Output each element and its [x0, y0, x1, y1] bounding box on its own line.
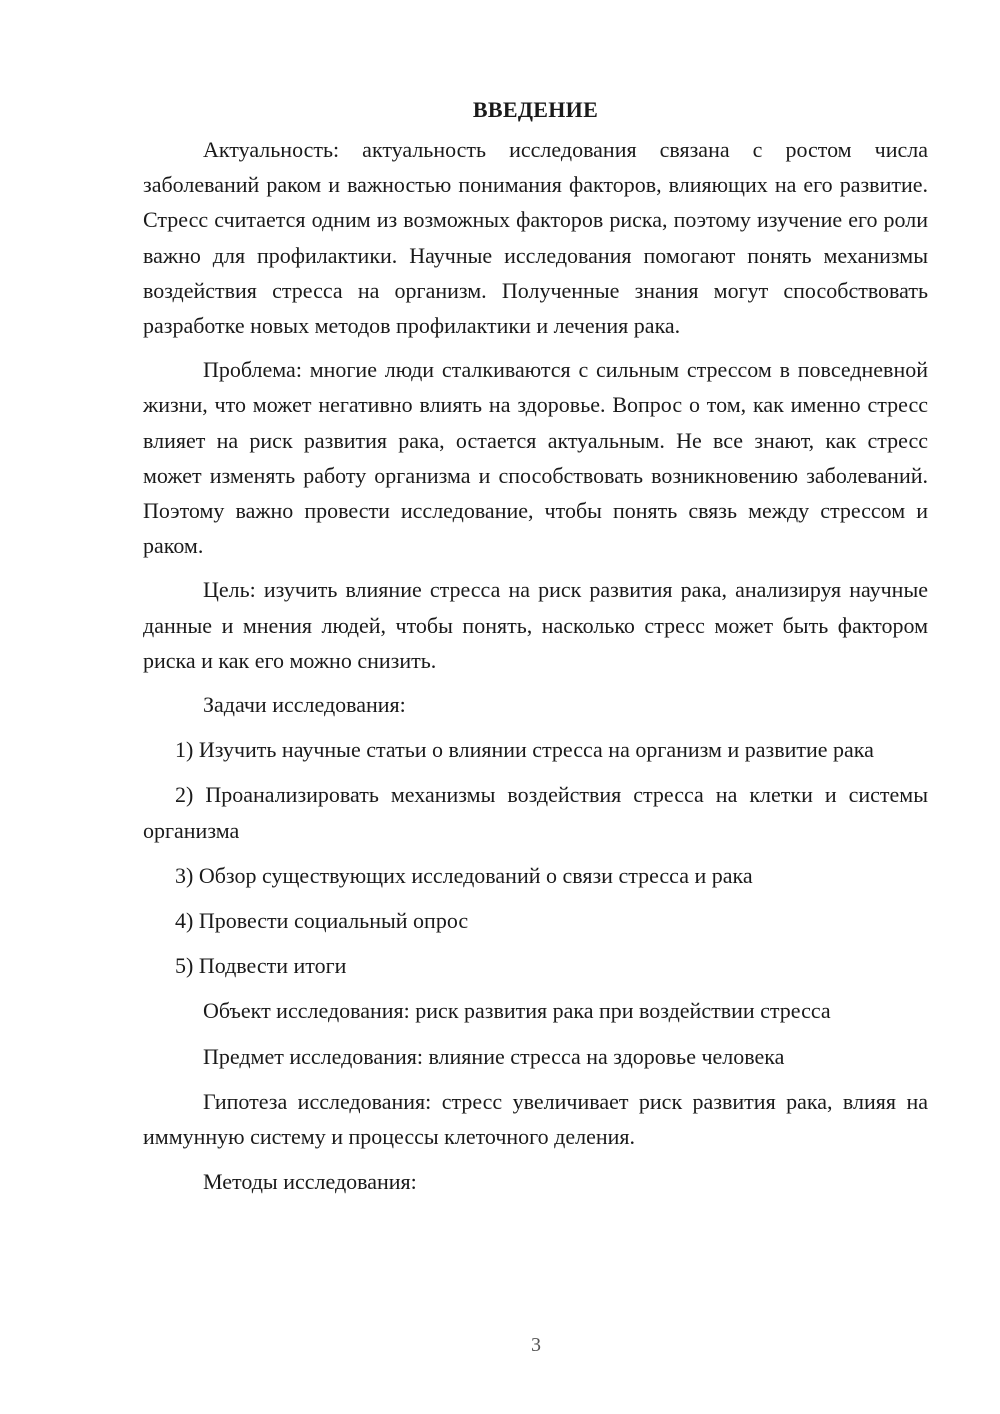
- research-subject: Предмет исследования: влияние стресса на здоровье человека: [203, 1043, 785, 1069]
- page-number: 3: [531, 1334, 541, 1356]
- page-title: ВВЕДЕНИЕ: [472, 97, 599, 122]
- task-item: 1) Изучить научные статьи о влиянии стресса на организм и развитие рака: [175, 737, 874, 763]
- methods-heading: Методы исследования:: [203, 1169, 417, 1195]
- task-item: 5) Подвести итоги: [175, 953, 347, 979]
- research-object: Объект исследования: риск развития рака при воздействии стресса: [203, 998, 831, 1024]
- paragraph-goal: Цель: изучить влияние стресса на риск развития рака, анализируя научные данные и мнения людей, чтобы понять, насколько стресс может быть фактором риска и как его можно снизить.: [143, 577, 928, 673]
- paragraph-relevance: Актуальность: актуальность исследования связана с ростом числа заболеваний раком и важностью понимания факторов, влияющих на его развитие. Стресс считается одним из возможных факторов риска, поэтому изучение его роли важно для профилактики. Научные исследования помогают понять механизмы воздействия стресса на организм. Полученные знания могут способствовать разработке новых методов профилактики и лечения рака.: [143, 137, 928, 339]
- tasks-heading: Задачи исследования:: [203, 692, 406, 718]
- page-content: [143, 92, 928, 1199]
- task-item: 4) Провести социальный опрос: [175, 908, 469, 934]
- task-item: 2) Проанализировать механизмы воздействия стресса на клетки и системы организма: [143, 782, 928, 843]
- tasks-list: [143, 732, 928, 983]
- paragraph-problem: Проблема: многие люди сталкиваются с сильным стрессом в повседневной жизни, что может негативно влиять на здоровье. Вопрос о том, как именно стресс влияет на риск развития рака, остается актуальным. Не все знают, как стресс может изменять работу организма и способствовать возникновению заболеваний. Поэтому важно провести исследование, чтобы понять связь между стрессом и раком.: [143, 357, 928, 559]
- task-item: 3) Обзор существующих исследований о связи стресса и рака: [175, 862, 753, 888]
- research-hypothesis: Гипотеза исследования: стресс увеличивает риск развития рака, влияя на иммунную систему и процессы клеточного деления.: [143, 1088, 928, 1150]
